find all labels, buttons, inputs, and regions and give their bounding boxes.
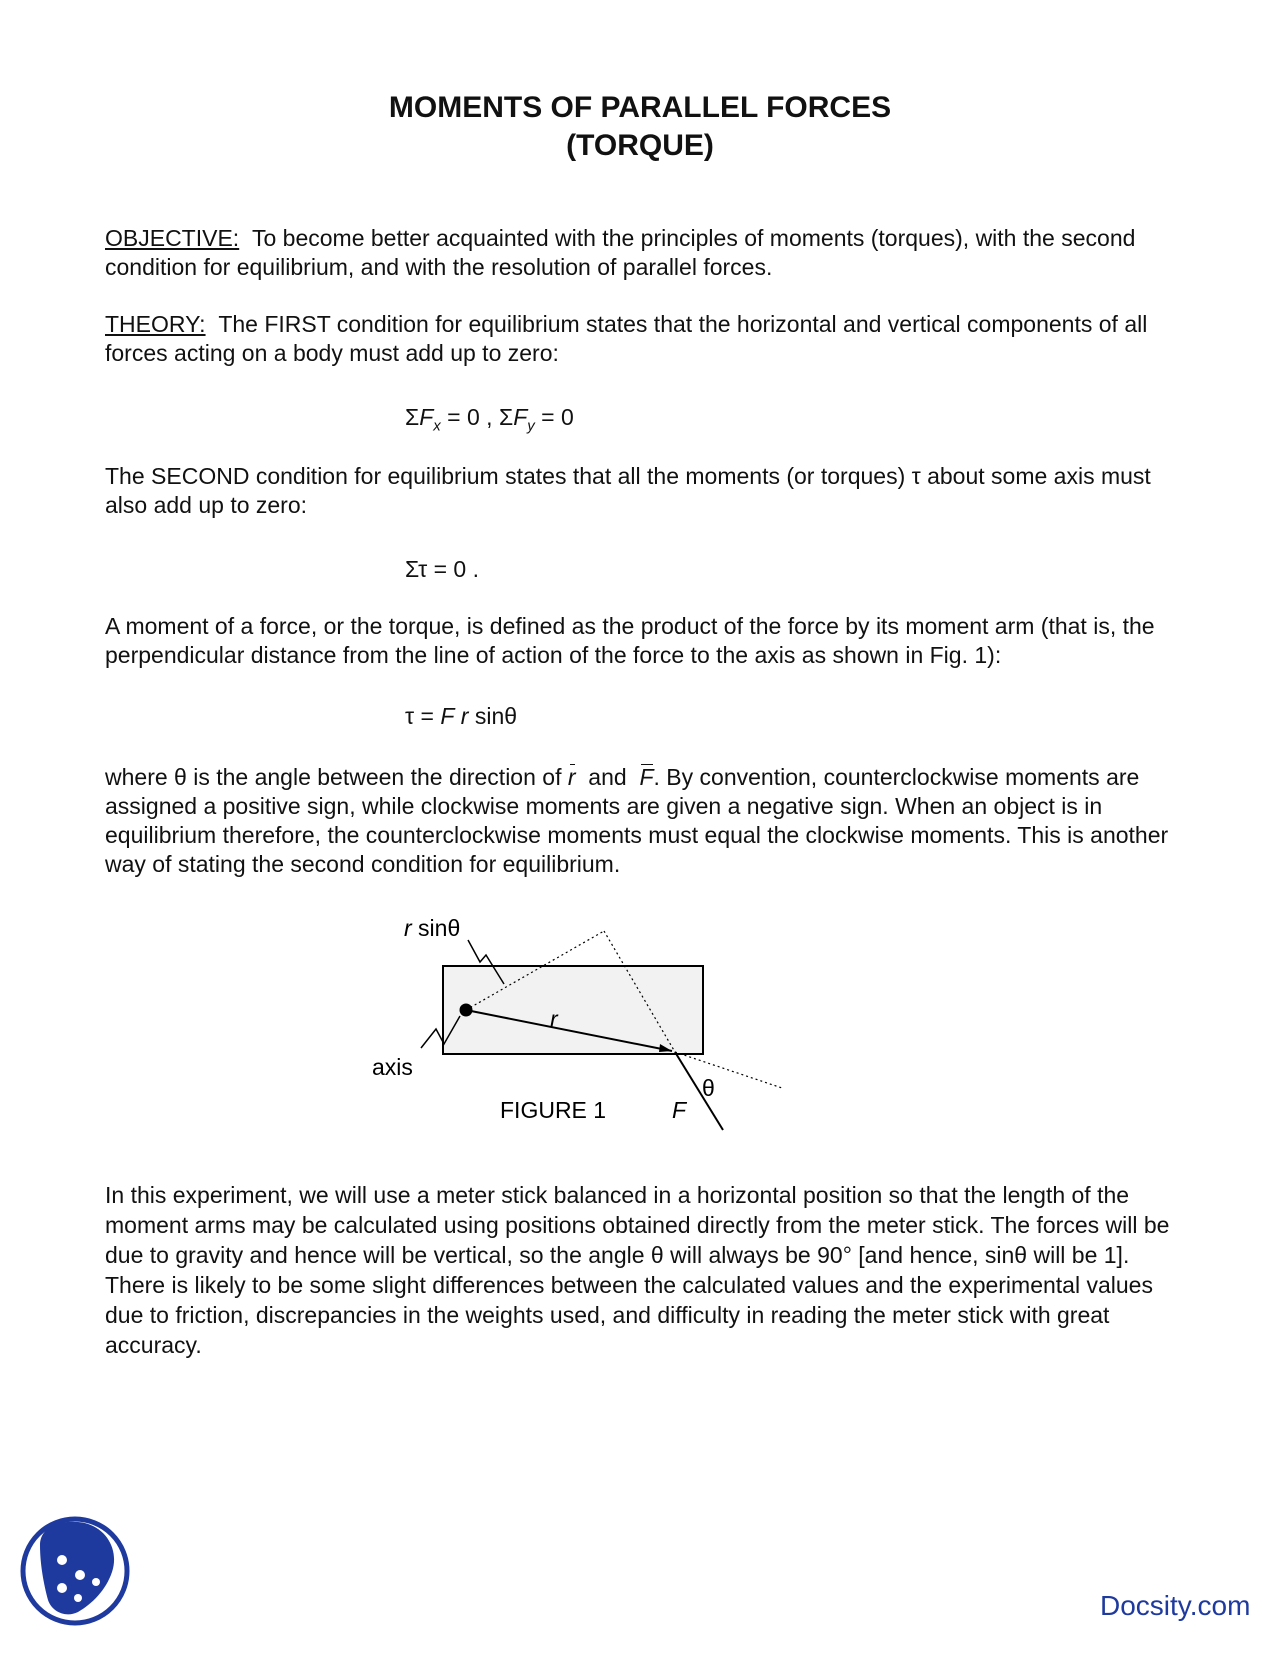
second-condition-paragraph: The SECOND condition for equilibrium states that all the moments (or torques) τ about some axis must also add up to zero: (105, 463, 1151, 518)
objective-text: To become better acquainted with the principles of moments (torques), with the second condition for equilibrium, and with the resolution of parallel forces. (105, 225, 1136, 280)
page-title: MOMENTS OF PARALLEL FORCES (388, 91, 892, 124)
page-subtitle: (TORQUE) (566, 129, 714, 162)
r-sin-theta-label: r sinθ (404, 915, 461, 941)
experiment-paragraph: In this experiment, we will use a meter stick balanced in a horizontal position so that the length of the moment arms may be calculated using positions obtained directly from the meter stick. The forces will be due to gravity and hence will be vertical, so the angle θ will always be 90° [and hence, sinθ will be 1]. There is likely to be some slight differences between the calculated values and the experimental values due to friction, discrepancies in the weights used, and difficulty in reading the meter stick with great accuracy. (105, 1182, 1170, 1358)
docsity-logo (23, 1519, 127, 1623)
vector-r: r (567, 764, 576, 790)
eq1-sum-fx: ΣF (405, 404, 434, 430)
vector-F: F (639, 764, 654, 790)
theory-text: The FIRST condition for equilibrium states that the horizontal and vertical components of all forces acting on a body must add up to zero: (105, 311, 1148, 366)
equation-torque: τ = F r sinθ (405, 703, 518, 729)
objective-label: OBJECTIVE: (105, 225, 240, 251)
figure-caption: FIGURE 1 (500, 1097, 607, 1123)
moment-definition-paragraph: A moment of a force, or the torque, is defined as the product of the force by its moment arm (that is, the perpendicular distance from the line of action of the force to the axis as shown in Fig. 1): (105, 613, 1155, 668)
where-paragraph: where θ is the angle between the direction of r and F. By convention, counterclockwise moments are assigned a positive sign, while clockwise moments are given a negative sign. When an object is in equilibrium therefore, the counterclockwise moments must equal the clockwise moments. This is another way of stating the second condition for equilibrium. (105, 764, 1169, 877)
r-label: r (550, 1006, 558, 1032)
theory-label: THEORY: (105, 311, 206, 337)
F-label: F (672, 1097, 687, 1123)
docsity-watermark[interactable]: Docsity.com (1100, 1590, 1251, 1621)
equation-second-condition: Στ = 0 . (405, 556, 479, 582)
r-extension-dotted (675, 1052, 782, 1088)
body-rectangle (443, 966, 703, 1054)
axis-label: axis (372, 1054, 413, 1080)
axis-point (460, 1004, 473, 1017)
equation-first-condition: $\Sigma F_x = 0$ , $\Sigma F_y = 0$ (405, 404, 574, 435)
theta-label: θ (702, 1075, 715, 1101)
